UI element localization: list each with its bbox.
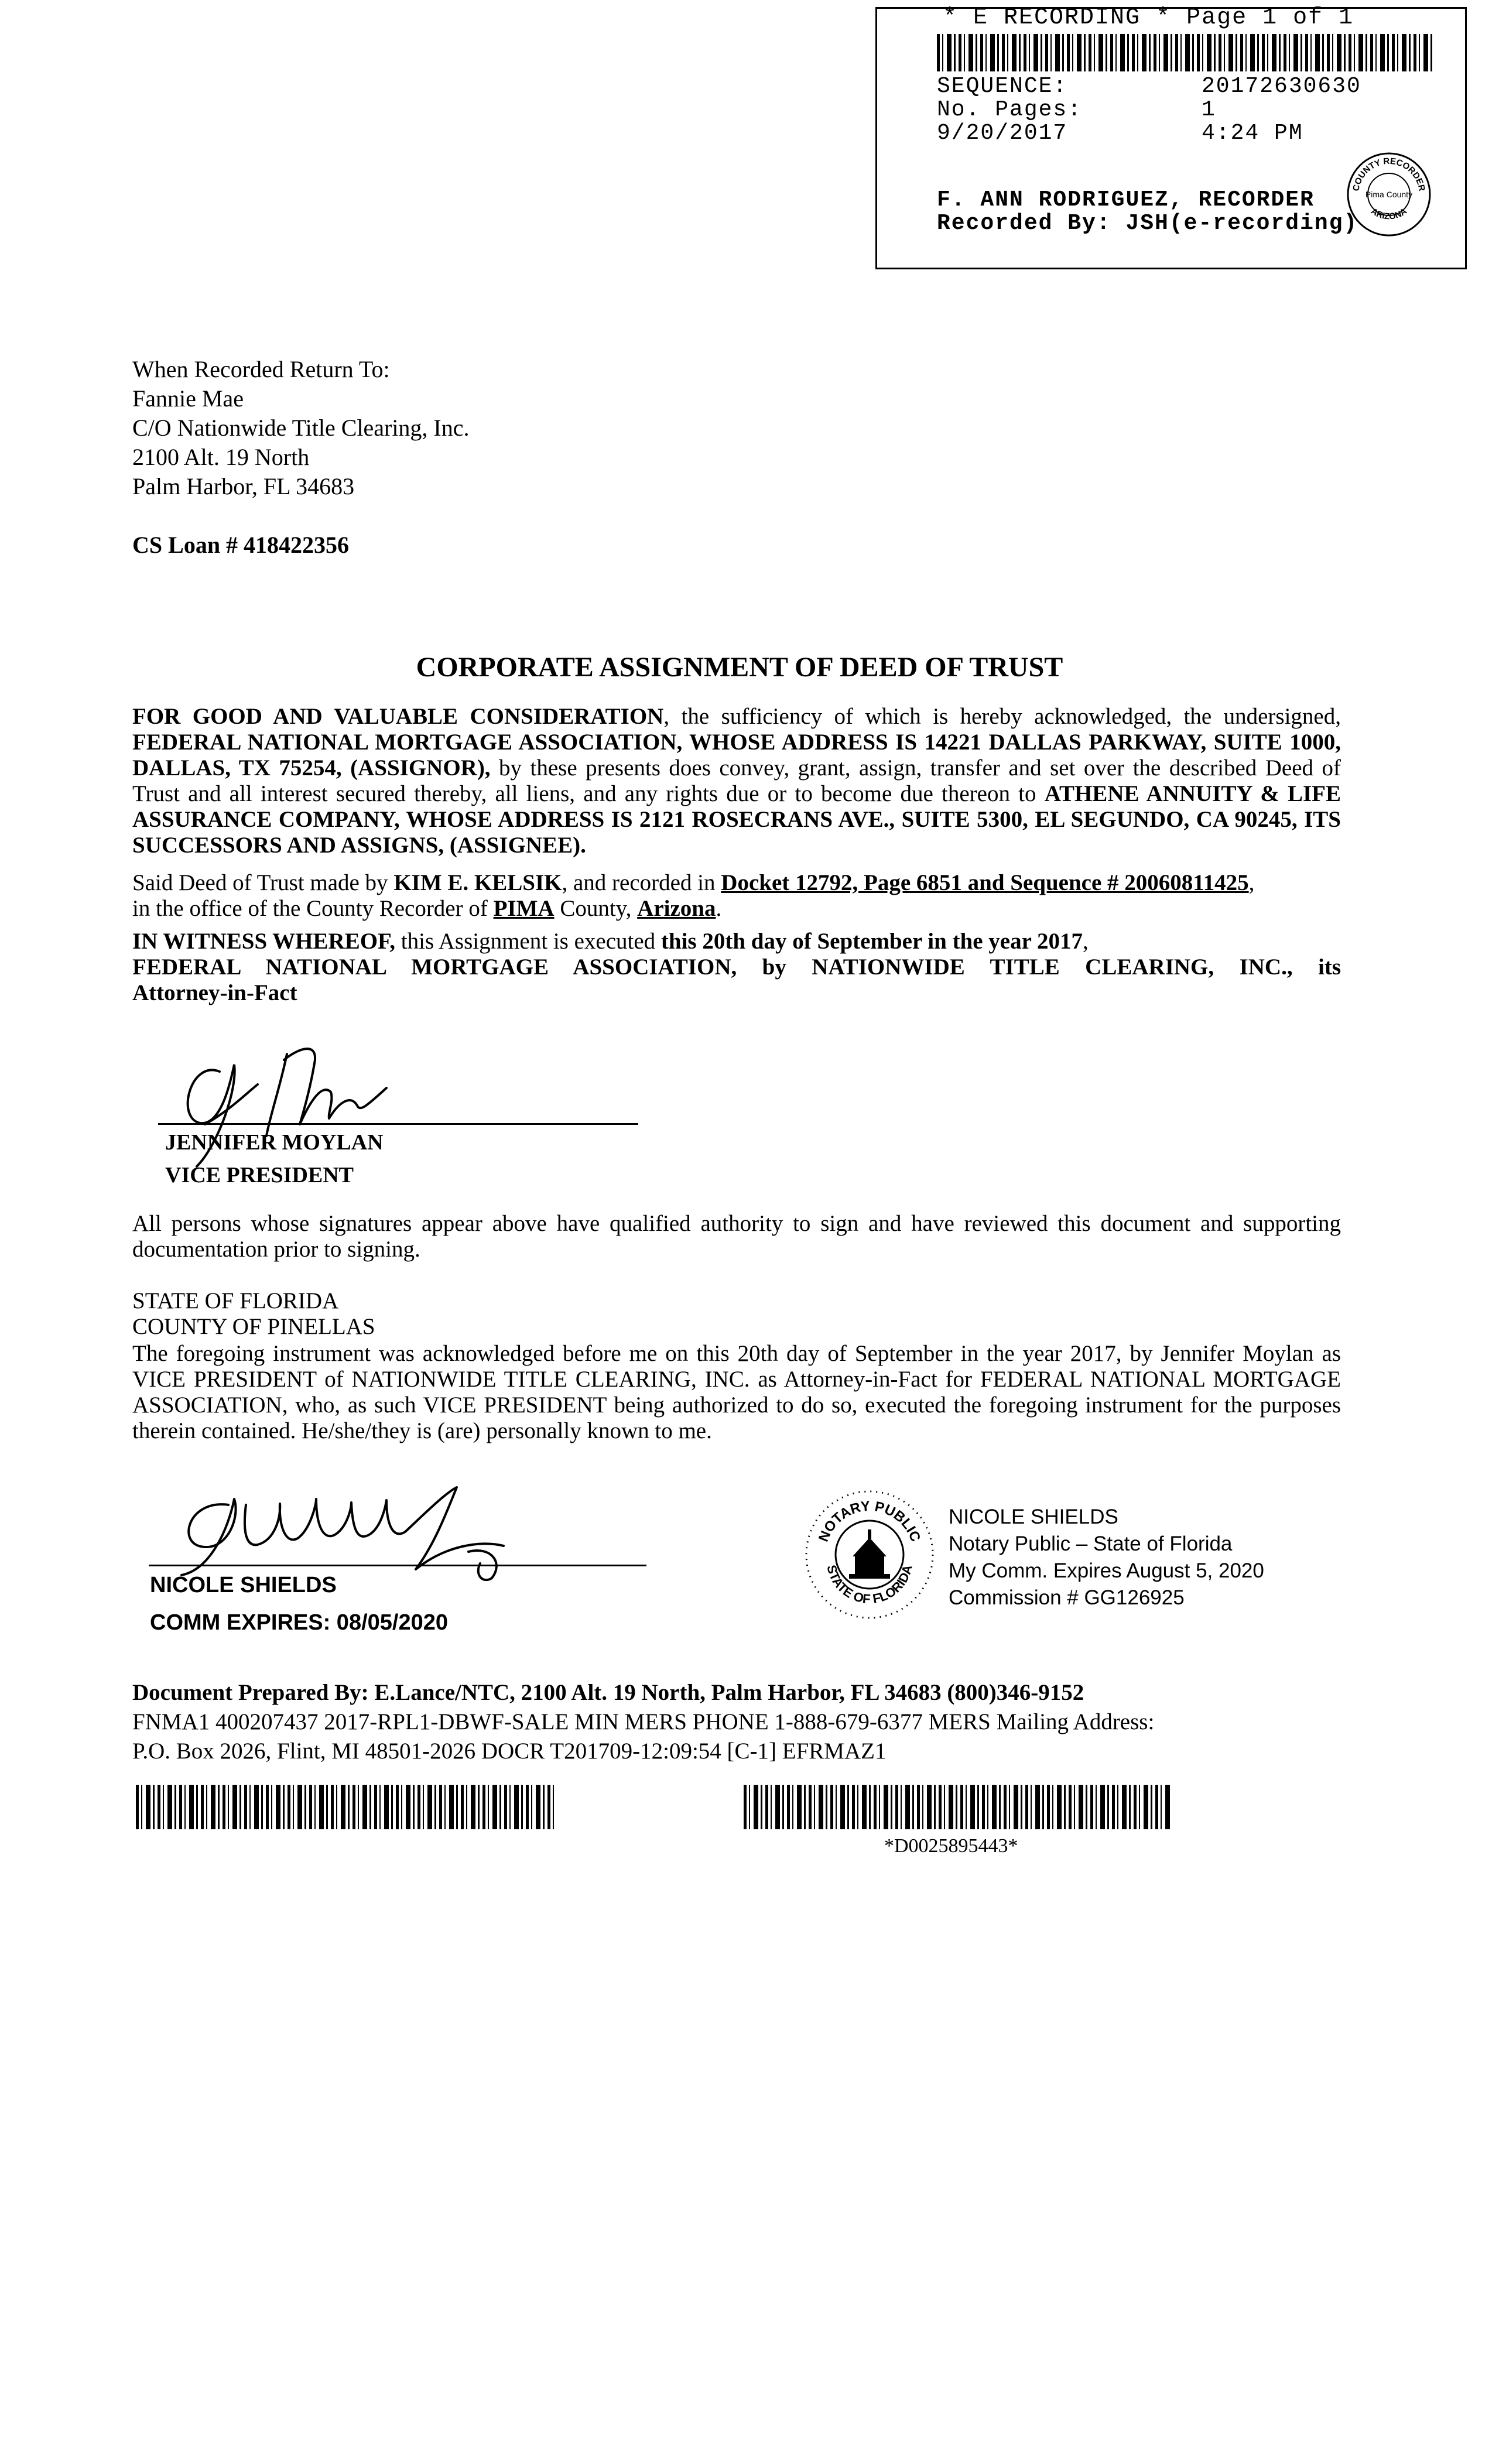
signer-name: JENNIFER MOYLAN [165, 1130, 384, 1155]
document-barcode-left [136, 1785, 554, 1829]
docket-reference: Docket 12792, Page 6851 and Sequence # 20060811425 [721, 870, 1249, 895]
return-to-line: Palm Harbor, FL 34683 [132, 473, 355, 499]
assignee: ATHENE ANNUITY & LIFE ASSURANCE COMPANY, WHOSE ADDRESS IS 2121 ROSECRANS AVE., SUITE 5300, EL SEGUNDO, CA 90245, ITS SUCCESSORS AND ASSIGNS, (ASSIGNEE). [132, 781, 1341, 858]
svg-text:STATE OF FLORIDA: STATE OF FLORIDA [824, 1563, 915, 1607]
notary-commission-expires: COMM EXPIRES: 08/05/2020 [150, 1610, 448, 1635]
return-to-label: When Recorded Return To: [132, 356, 390, 382]
recorded-by: Recorded By: JSH(e-recording) [937, 211, 1358, 236]
state-name: Arizona [637, 896, 716, 921]
county-recorder-seal-icon [1346, 151, 1432, 238]
signer-title: VICE PRESIDENT [165, 1163, 354, 1187]
pages-label: No. Pages: [937, 97, 1083, 122]
deed-paragraph: Said Deed of Trust made by KIM E. KELSIK, and recorded in Docket 12792, Page 6851 and Sequence # 20060811425, in the office of the County Recorder of PIMA County, Arizona. [132, 870, 1255, 921]
document-barcode-right [744, 1785, 1171, 1829]
witness-line-1: IN WITNESS WHEREOF, this Assignment is executed this 20th day of September in the year 2017, [132, 929, 1089, 954]
assignor: FEDERAL NATIONAL MORTGAGE ASSOCIATION, WHOSE ADDRESS IS 14221 DALLAS PARKWAY, SUITE 1000, DALLAS, TX 75254, (ASSIGNOR), [132, 730, 1341, 781]
pages-value: 1 [1202, 97, 1216, 122]
authority-statement: All persons whose signatures appear above have qualified authority to sign and have reviewed this document and supporting documentation prior to signing. [132, 1211, 1341, 1262]
prepared-by: Document Prepared By: E.Lance/NTC, 2100 Alt. 19 North, Palm Harbor, FL 34683 (800)346-9152 [132, 1680, 1084, 1705]
recording-time: 4:24 PM [1202, 121, 1303, 146]
loan-number: CS Loan # 418422356 [132, 532, 350, 558]
notary-stamp-line: Notary Public – State of Florida [949, 1532, 1233, 1555]
notary-signature-line [149, 1565, 646, 1566]
barcode-number: *D0025895443* [884, 1835, 1018, 1857]
deed-maker: KIM E. KELSIK [393, 870, 562, 895]
document-title: CORPORATE ASSIGNMENT OF DEED OF TRUST [416, 652, 1063, 683]
notary-seal-icon [802, 1487, 937, 1622]
recorder-name: F. ANN RODRIGUEZ, RECORDER [937, 187, 1315, 213]
return-to-line: 2100 Alt. 19 North [132, 444, 310, 470]
recording-title: * E RECORDING * Page 1 of 1 [943, 5, 1354, 31]
footer-line-3: P.O. Box 2026, Flint, MI 48501-2026 DOCR T201709-12:09:54 [C-1] EFRMAZ1 [132, 1739, 887, 1764]
footer-line-2: FNMA1 400207437 2017-RPL1-DBWF-SALE MIN MERS PHONE 1-888-679-6377 MERS Mailing Address: [132, 1709, 1155, 1734]
notary-stamp-line: My Comm. Expires August 5, 2020 [949, 1559, 1264, 1582]
consideration-lead: FOR GOOD AND VALUABLE CONSIDERATION [132, 704, 664, 729]
assignment-paragraph: FOR GOOD AND VALUABLE CONSIDERATION, the sufficiency of which is hereby acknowledged, the undersigned, FEDERAL NATIONAL MORTGAGE ASSOCIATION, WHOSE ADDRESS IS 14221 DALLAS PARKWAY, SUITE 1000, DALLAS, TX 75254, (ASSIGNOR), by these presents does convey, grant, assign, transfer and set over the described Deed of Trust and all interest secured thereby, all liens, and any rights due or to become due thereon to ATHENE ANNUITY & LIFE ASSURANCE COMPANY, WHOSE ADDRESS IS 2121 ROSECRANS AVE., SUITE 5300, EL SEGUNDO, CA 90245, ITS SUCCESSORS AND ASSIGNS, (ASSIGNEE). [132, 704, 1341, 858]
recording-date: 9/20/2017 [937, 121, 1068, 146]
svg-text:ARIZONA: ARIZONA [1369, 206, 1409, 222]
sequence-label: SEQUENCE: [937, 74, 1068, 99]
execution-date: this 20th day of September in the year 2017 [660, 929, 1083, 954]
return-to-line: C/O Nationwide Title Clearing, Inc. [132, 415, 470, 441]
witness-line-3: Attorney-in-Fact [132, 980, 297, 1005]
svg-text:Pima County: Pima County [1365, 190, 1413, 199]
county-name: PIMA [493, 896, 555, 921]
acknowledgement-text: The foregoing instrument was acknowledged before me on this 20th day of September in the year 2017, by Jennifer Moylan as VICE PRESIDENT of NATIONWIDE TITLE CLEARING, INC. as Attorney-in-Fact for FEDERAL NATIONAL MORTGAGE ASSOCIATION, who, as such VICE PRESIDENT being authorized to do so, executed the foregoing instrument for the purposes therein contained. He/she/they is (are) personally known to me. [132, 1341, 1341, 1443]
notary-stamp-line: Commission # GG126925 [949, 1586, 1185, 1609]
witness-line-2: FEDERAL NATIONAL MORTGAGE ASSOCIATION, by NATIONWIDE TITLE CLEARING, INC., its [132, 954, 1341, 980]
notary-name: NICOLE SHIELDS [150, 1573, 337, 1597]
notary-county: COUNTY OF PINELLAS [132, 1314, 375, 1339]
notary-state: STATE OF FLORIDA [132, 1288, 339, 1313]
svg-text:NOTARY PUBLIC: NOTARY PUBLIC [815, 1498, 924, 1544]
notary-stamp-line: NICOLE SHIELDS [949, 1505, 1118, 1528]
return-to-line: Fannie Mae [132, 385, 244, 412]
signature-line [158, 1123, 638, 1125]
recording-barcode [937, 34, 1435, 71]
svg-text:COUNTY RECORDER: COUNTY RECORDER [1351, 156, 1427, 192]
sequence-value: 20172630630 [1202, 74, 1361, 99]
